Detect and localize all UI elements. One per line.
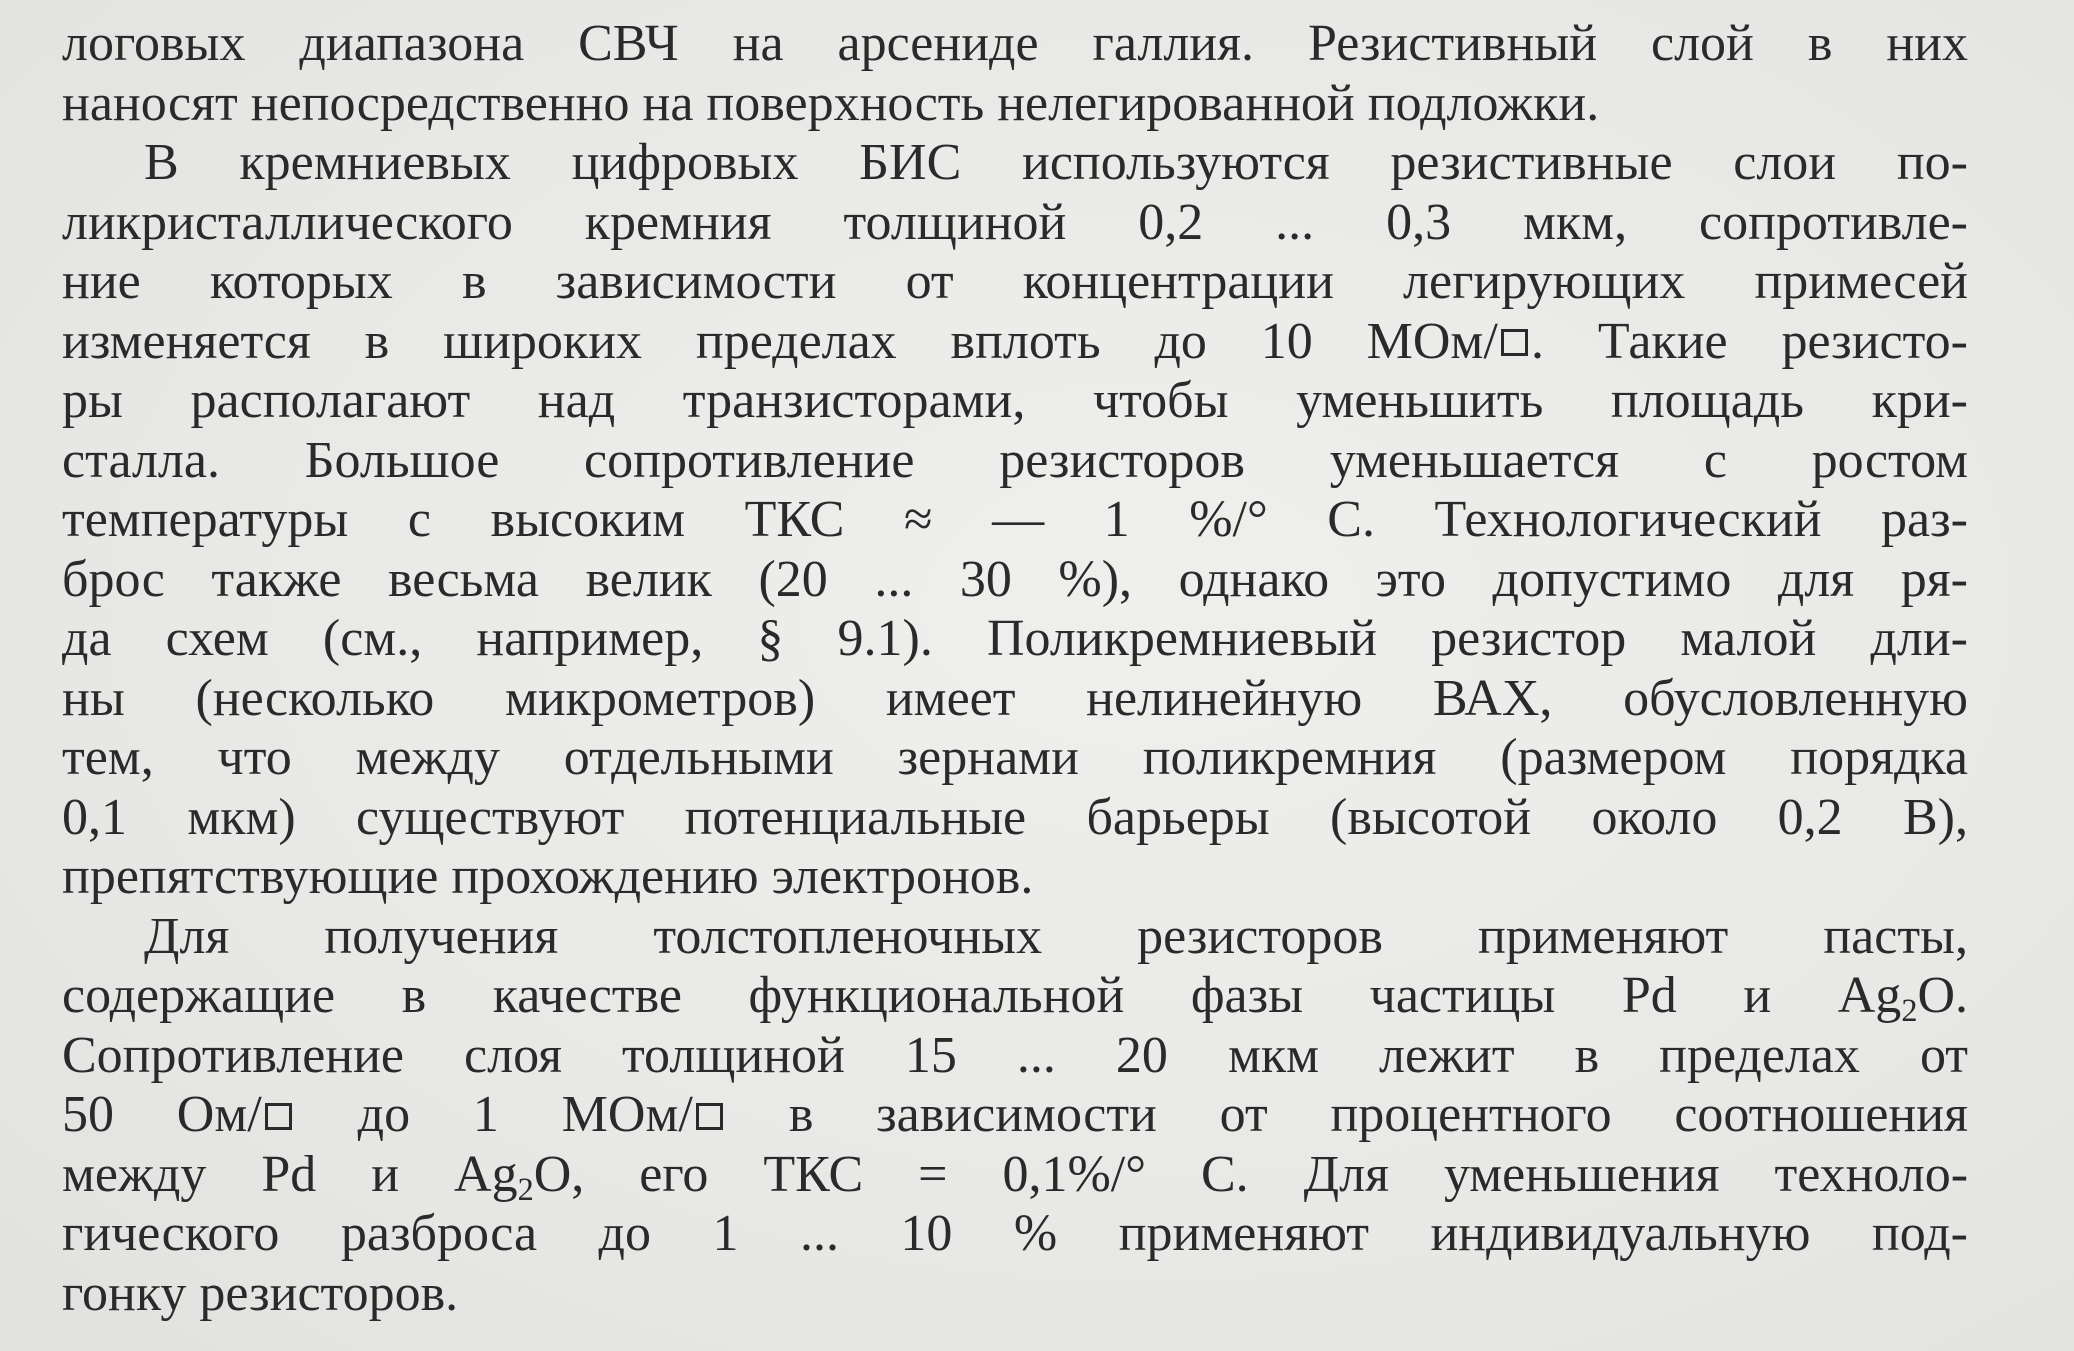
text-line: ны (несколько микрометров) имеет нелинейную ВАХ, обусловленную [62,669,1968,727]
text-line [62,1145,1968,1205]
paragraph [62,907,1968,1324]
text-line: тем, что между отдельными зернами поликремния (размером порядка [62,729,1968,786]
subscript: 2 [517,1170,534,1204]
subscript: 2 [1901,992,1918,1026]
text-line: гического разброса до 1 ... 10 % применяют индивидуальную под- [62,1205,1968,1262]
text-line: логовых диапазона СВЧ на арсениде галлия. Резистивный слой в них [62,15,1968,72]
square-symbol-icon [1501,329,1528,356]
square-symbol-icon [696,1103,723,1130]
text-line: ры располагают над транзисторами, чтобы уменьшить площадь кри- [62,372,1968,429]
text-line: 0,1 мкм) существуют потенциальные барьеры (высотой около 0,2 В), [62,788,1968,846]
text-line: температуры с высоким ТКС ≈ — 1 %/° С. Технологический раз- [62,491,1968,548]
text-line: да схем (см., например, § 9.1). Поликремниевый резистор малой дли- [62,610,1968,667]
text-line: ликристаллического кремния толщиной 0,2 ... 0,3 мкм, сопротивле- [62,193,1968,251]
paragraph [62,14,1968,133]
text-line [62,1085,1968,1145]
text-fragment: O. [1917,967,1968,1024]
text-line [62,966,1968,1026]
text-fragment: между Pd и Ag [62,1145,518,1203]
text-line: гонку резисторов. [62,1264,459,1322]
body-text [62,14,1968,1323]
text-fragment: содержащие в качестве функциональной фазы частицы Pd и Ag [62,967,1902,1024]
text-fragment: O, его ТКС = 0,1%/° С. Для уменьшения техноло- [533,1145,1968,1203]
text-line: препятствующие прохождению электронов. [62,848,1034,905]
text-line: ние которых в зависимости от концентрации легирующих примесей [62,253,1968,310]
text-fragment: в зависимости от процентного соотношения [726,1086,1968,1143]
text-line [62,312,1968,372]
paragraph [62,133,1968,907]
text-line: В кремниевых цифровых БИС используются резистивные слои по- [144,134,1968,191]
text-line: Сопротивление слоя толщиной 15 ... 20 мкм лежит в пределах от [62,1026,1968,1084]
text-fragment: . Такие резисто- [1531,312,1968,370]
text-fragment: изменяется в широких пределах вплоть до 10 МОм/ [62,312,1498,370]
text-fragment: до 1 МОм/ [294,1086,693,1143]
text-fragment: 50 Ом/ [62,1086,262,1143]
text-line: Для получения толстопленочных резисторов применяют пасты, [144,907,1968,965]
square-symbol-icon [265,1103,292,1130]
text-line: наносят непосредственно на поверхность нелегированной подложки. [62,74,1600,132]
text-line: брос также весьма велик (20 ... 30 %), однако это допустимо для ря- [62,550,1968,608]
text-line: сталла. Большое сопротивление резисторов уменьшается с ростом [62,431,1968,489]
